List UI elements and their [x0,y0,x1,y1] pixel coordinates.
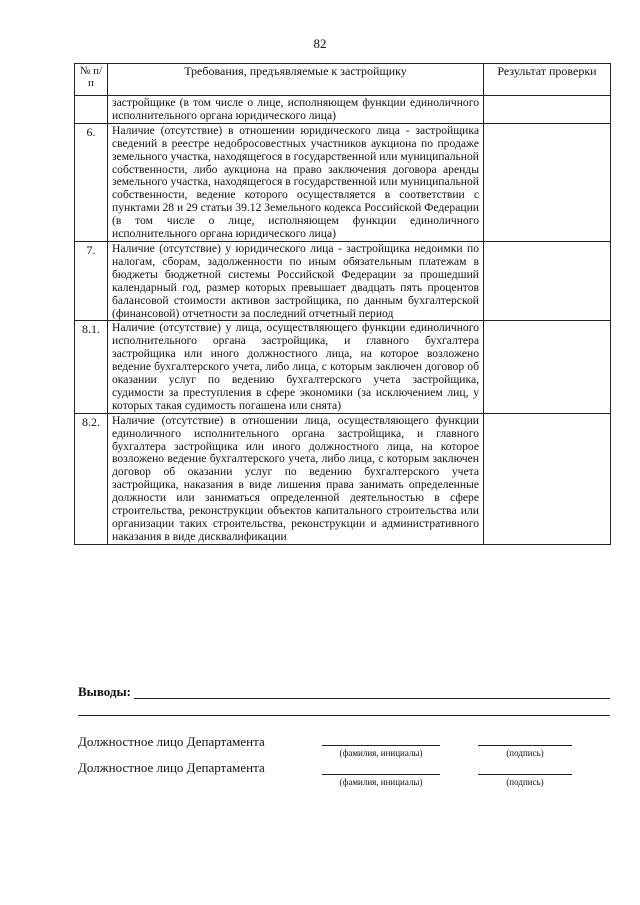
table-header-row [75,64,611,96]
signature-line[interactable] [478,774,572,775]
requirements-table [74,63,611,545]
header-num: № п/п [75,64,108,96]
row-requirement: Наличие (отсутствие) у юридического лица - застройщика недоимки по налогам, сборам, задолженности по иным обязательным платежам в бюджеты бюджетной системы Российской Федерации за прошедший календарный год, размер которых превышает двадцать пять процентов балансовой стоимости активов застройщика, по данным бухгалтерской (финансовой) отчетности за последний отчетный период [108,241,484,320]
row-result-cell[interactable] [484,321,611,413]
row-requirement: застройщике (в том числе о лице, исполняющем функции единоличного исполнительного органа юридического лица) [108,96,484,124]
row-result-cell[interactable] [484,413,611,544]
table-row [75,321,611,413]
signature-caption: (подпись) [506,777,544,787]
signature-line[interactable] [478,745,572,746]
row-num: 6. [75,123,108,241]
table-row [75,413,611,544]
header-requirements: Требования, предъявляемые к застройщику [108,64,484,96]
row-requirement: Наличие (отсутствие) у лица, осуществляющего функции единоличного исполнительного органа застройщика, и главного бухгалтера застройщика или иного должностного лица, на которое возложено ведение бухгалтерского учета, либо лица, с которым заключен договор об оказании услуг по ведению бухгалтерского учета застройщика, судимости за преступления в сфере экономики (за исключением лиц, у которых такая судимость погашена или снята) [108,321,484,413]
row-result-cell[interactable] [484,241,611,320]
name-caption: (фамилия, инициалы) [339,777,423,787]
row-requirement: Наличие (отсутствие) в отношении юридического лица - застройщика сведений в реестре недобросовестных участников аукциона по продаже земельного участка, находящегося в государственной или муниципальной собственности, либо аукциона на право заключения договора аренды земельного участка, находящегося в государственной или муниципальной собственности, ведение которого осуществляется в соответствии с пунктами 28 и 29 статьи 39.12 Земельного кодекса Российской Федерации (в том числе о лице, исполняющем функции единоличного исполнительного органа юридического лица) [108,123,484,241]
row-num: 7. [75,241,108,320]
row-result-cell[interactable] [484,123,611,241]
table-row [75,123,611,241]
header-result: Результат проверки [484,64,611,96]
table-row [75,241,611,320]
official-label: Должностное лицо Департамента [78,734,265,749]
row-result-cell[interactable] [484,96,611,124]
page-number: 82 [313,36,327,51]
name-line[interactable] [322,774,440,775]
table-row [75,96,611,124]
name-line[interactable] [322,745,440,746]
row-num [75,96,108,124]
row-num: 8.1. [75,321,108,413]
conclusions-line[interactable] [134,698,610,699]
row-requirement: Наличие (отсутствие) в отношении лица, осуществляющего функции единоличного исполнительного органа застройщика, и главного бухгалтера застройщика или иного должностного лица, на которое возложено ведение бухгалтерского учета, либо лица, с которым заключен договор об оказании услуг по ведению бухгалтерского учета застройщика, наказания в виде лишения права занимать определенные должности или заниматься определенной деятельностью в сфере строительства, реконструкции объектов капитального строительства или организации таких строительства, реконструкции и административного наказания в виде дисквалификации [108,413,484,544]
conclusions-label: Выводы: [78,684,131,699]
row-num: 8.2. [75,413,108,544]
conclusions-line[interactable] [78,715,610,716]
official-label: Должностное лицо Департамента [78,760,265,775]
signature-caption: (подпись) [506,748,544,758]
name-caption: (фамилия, инициалы) [339,748,423,758]
